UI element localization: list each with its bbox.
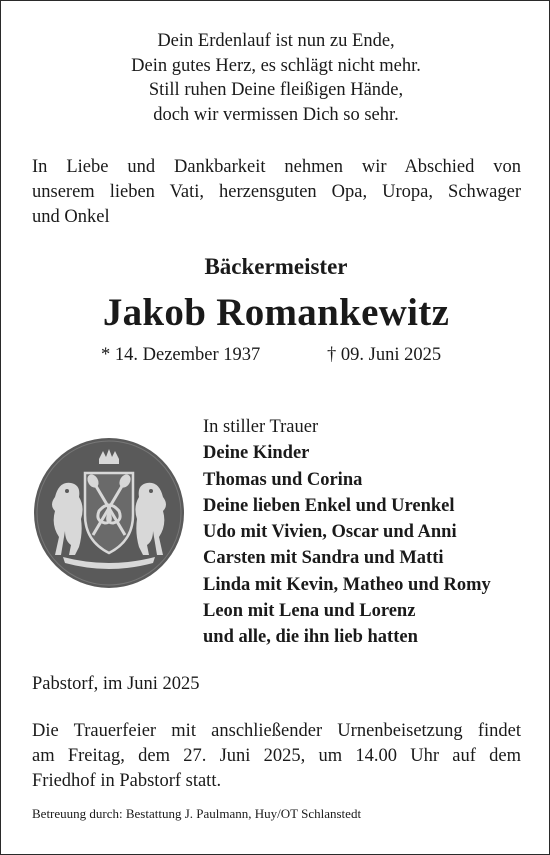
deceased-name: Jakob Romankewitz	[102, 291, 450, 334]
mourner-line: Udo mit Vivien, Oscar und Anni	[203, 522, 457, 543]
mourner-line: Thomas und Corina	[203, 469, 363, 490]
mourner-line: Deine Kinder	[203, 443, 310, 464]
mourners-list	[203, 414, 533, 651]
death-date: † 09. Juni 2025	[327, 345, 442, 365]
funeral-line: am Freitag, dem 27. Juni 2025, um 14.00 Uhr auf dem	[32, 746, 521, 766]
funeral-line: Die Trauerfeier mit anschließender Urnenbeisetzung findet	[32, 721, 521, 741]
birth-date: * 14. Dezember 1937	[101, 345, 261, 365]
farewell-line: unserem lieben Vati, herzensguten Opa, Uropa, Schwager	[32, 182, 521, 202]
mourner-line: Deine lieben Enkel und Urenkel	[203, 495, 455, 516]
bakers-guild-emblem-icon	[33, 437, 185, 589]
poem-line: Still ruhen Deine fleißigen Hände,	[148, 80, 404, 100]
place-and-date: Pabstorf, im Juni 2025	[32, 674, 200, 694]
poem-line: Dein Erdenlauf ist nun zu Ende,	[157, 31, 395, 51]
mourner-line: Linda mit Kevin, Matheo und Romy	[203, 574, 491, 595]
poem-line: Dein gutes Herz, es schlägt nicht mehr.	[131, 55, 421, 76]
funeral-home-credit: Betreuung durch: Bestattung J. Paulmann, Huy/OT Schlanstedt	[32, 806, 362, 821]
funeral-details	[32, 719, 521, 794]
poem-line: doch wir vermissen Dich so sehr.	[153, 104, 399, 125]
farewell-line: In Liebe und Dankbarkeit nehmen wir Abschied von	[32, 157, 521, 177]
memorial-poem	[1, 29, 550, 127]
mourning-lead: In stiller Trauer	[203, 417, 319, 437]
mourner-line: Leon mit Lena und Lorenz	[203, 601, 416, 622]
mourner-line: Carsten mit Sandra und Matti	[203, 548, 444, 569]
deceased-title: Bäckermeister	[204, 254, 348, 279]
funeral-line: Friedhof in Pabstorf statt.	[32, 771, 222, 791]
mourner-line: und alle, die ihn lieb hatten	[203, 627, 418, 648]
farewell-text	[32, 155, 521, 230]
farewell-line: und Onkel	[32, 207, 110, 227]
